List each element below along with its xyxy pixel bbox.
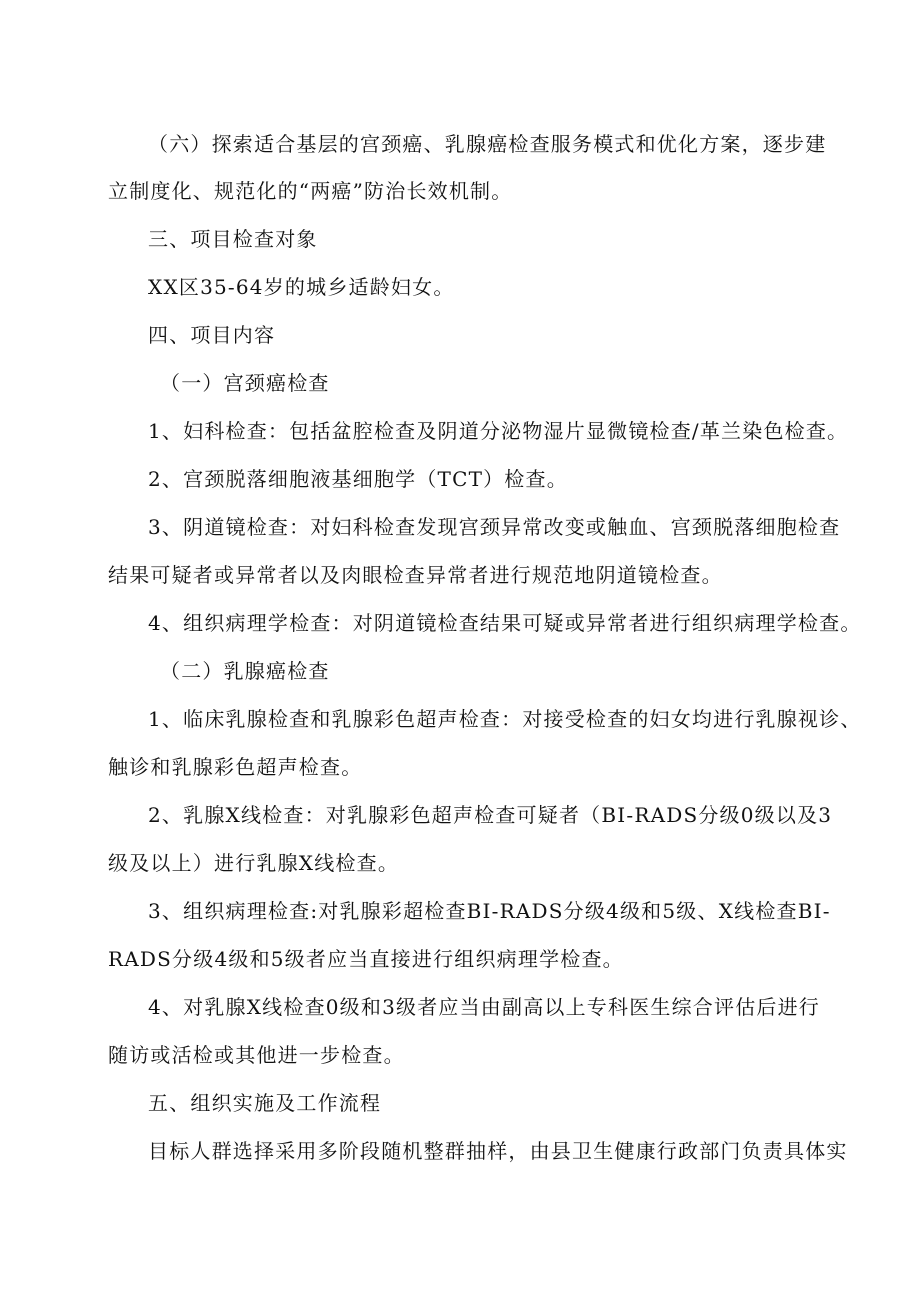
cervical-item-3-line-2: 结果可疑者或异常者以及肉眼检查异常者进行规范地阴道镜检查。 (108, 563, 723, 587)
breast-item-3-line-2: RADS分级4级和5级者应当直接进行组织病理学检查。 (108, 947, 624, 971)
breast-item-4-line-1: 4、对乳腺X线检查0级和3级者应当由副高以上专科医生综合评估后进行 (148, 995, 821, 1019)
cervical-item-4: 4、组织病理学检查：对阴道镜检查结果可疑或异常者进行组织病理学检查。 (148, 611, 862, 635)
breast-item-1-line-2: 触诊和乳腺彩色超声检查。 (108, 755, 363, 779)
cervical-item-2: 2、宫颈脱落细胞液基细胞学（TCT）检查。 (148, 467, 568, 491)
heading-section-4: 四、项目内容 (148, 323, 276, 347)
breast-item-4-line-2: 随访或活检或其他进一步检查。 (108, 1043, 405, 1067)
breast-item-2-line-1: 2、乳腺X线检查：对乳腺彩色超声检查可疑者（BI-RADS分级0级以及3 (148, 803, 833, 827)
heading-section-3: 三、项目检查对象 (148, 227, 318, 251)
paragraph-implementation: 目标人群选择采用多阶段随机整群抽样，由县卫生健康行政部门负责具体实 (148, 1139, 848, 1163)
heading-section-5: 五、组织实施及工作流程 (148, 1091, 382, 1115)
paragraph-6-line-2: 立制度化、规范化的“两癌”防治长效机制。 (108, 179, 513, 203)
cervical-item-3-line-1: 3、阴道镜检查：对妇科检查发现宫颈异常改变或触血、宫颈脱落细胞检查 (148, 515, 841, 539)
paragraph-target-group: XX区35-64岁的城乡适龄妇女。 (148, 275, 455, 299)
paragraph-6-line-1: （六）探索适合基层的宫颈癌、乳腺癌检查服务模式和优化方案，逐步建 (148, 132, 827, 156)
subheading-cervical-cancer: （一）宫颈癌检查 (160, 371, 330, 395)
cervical-item-1: 1、妇科检查：包括盆腔检查及阴道分泌物湿片显微镜检查/革兰染色检查。 (148, 419, 849, 443)
breast-item-2-line-2: 级及以上）进行乳腺X线检查。 (108, 851, 400, 875)
breast-item-1-line-1: 1、临床乳腺检查和乳腺彩色超声检查：对接受检查的妇女均进行乳腺视诊、 (148, 707, 862, 731)
subheading-breast-cancer: （二）乳腺癌检查 (160, 659, 330, 683)
breast-item-3-line-1: 3、组织病理检查:对乳腺彩超检查BI-RADS分级4级和5级、X线检查BI- (148, 899, 831, 923)
